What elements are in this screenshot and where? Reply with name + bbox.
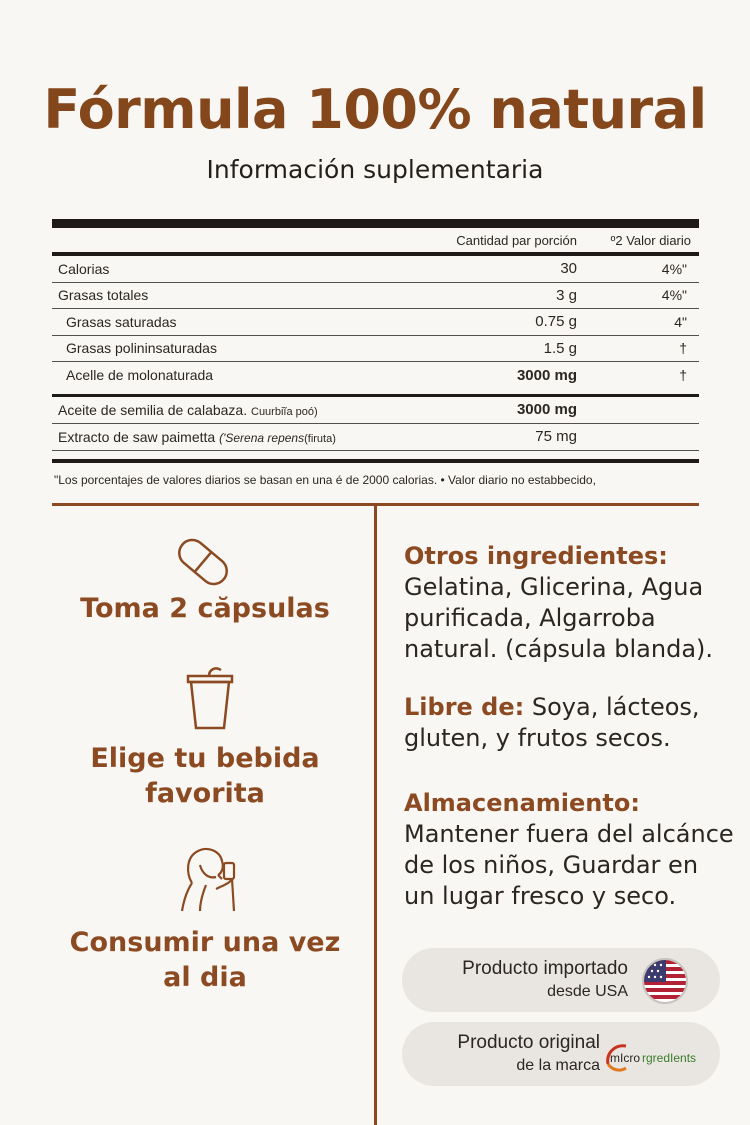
nutrient-name: Calorias xyxy=(58,260,110,277)
storage xyxy=(404,788,734,912)
page-title: Fórmula 100% natural xyxy=(43,78,707,141)
svg-text:mIcro: mIcro xyxy=(610,1051,640,1065)
step-label: Toma 2 căpsulas xyxy=(80,593,330,624)
nutrient-daily-value: 4" xyxy=(674,313,687,330)
daily-value-column-header: º2 Valor diario xyxy=(610,232,691,248)
free-of-heading: Libre de: xyxy=(404,693,525,721)
nutrient-daily-value: † xyxy=(679,340,687,357)
usa-flag-icon xyxy=(642,958,688,1004)
column-divider xyxy=(374,504,377,1125)
ingredient-common-name: Aceite de semilia de calabaza. xyxy=(58,401,248,418)
table-row xyxy=(52,424,699,451)
table-row xyxy=(52,362,699,389)
nutrient-amount: 3 g xyxy=(556,286,577,304)
imported-line1: Producto importado xyxy=(462,958,628,979)
ingredient-latin-name: ('Serena repens xyxy=(219,430,305,445)
other-ingredients xyxy=(404,541,734,665)
cup-icon xyxy=(185,664,235,737)
table-row xyxy=(52,309,699,336)
step-label: Consumir una vez al dia xyxy=(69,927,341,993)
table-row xyxy=(52,256,699,283)
capsule-icon xyxy=(168,532,238,597)
page-subtitle: Información suplementaria xyxy=(206,155,544,184)
step-label: Elige tu bebida favorita xyxy=(90,743,320,809)
table-top-rule xyxy=(52,219,699,228)
table-row xyxy=(52,336,699,363)
ingredient-amount: 3000 mg xyxy=(516,401,577,418)
free-of xyxy=(404,692,734,754)
nutrient-daily-value: 4%" xyxy=(661,287,687,304)
nutrient-daily-value: 4%" xyxy=(661,260,687,277)
ingredient-common-name: Extracto de saw paimetta xyxy=(58,428,216,445)
storage-text: Mantener fuera del alcánce de los niños, Guardar en un lugar fresco y seco. xyxy=(404,820,734,910)
nutrient-name: Grasas saturadas xyxy=(66,313,177,330)
ingredient-amount: 75 mg xyxy=(535,428,577,445)
original-line1: Producto original xyxy=(457,1032,600,1053)
nutrient-amount: 1.5 g xyxy=(543,339,577,357)
nutrient-name: Grasas polininsaturadas xyxy=(66,340,217,357)
nutrient-amount: 0.75 g xyxy=(535,313,577,331)
table-bottom-rule xyxy=(52,459,699,463)
serving-column-header: Cantidad par porción xyxy=(456,232,577,248)
ingredient-latin-name: Cuurbiĩa poó) xyxy=(251,405,318,418)
other-ingredients-heading: Otros ingredientes: xyxy=(404,542,668,570)
imported-badge xyxy=(402,948,720,1012)
nutrient-name: Grasas totales xyxy=(58,287,149,304)
woman-drinking-icon xyxy=(172,845,244,920)
table-header xyxy=(52,228,699,252)
free-of-text: Soya, lácteos, gluten, y frutos secos. xyxy=(404,693,700,752)
nutrient-daily-value: † xyxy=(679,367,687,384)
ingredient-part: (firuta) xyxy=(304,432,336,445)
nutrient-name: Acelle de molonaturada xyxy=(66,367,214,384)
nutrient-amount: 30 xyxy=(560,260,577,278)
nutrient-amount: 3000 mg xyxy=(516,366,577,384)
svg-text:rgredIents: rgredIents xyxy=(642,1051,697,1065)
other-ingredients-text: Gelatina, Glicerina, Agua purificada, Algarroba natural. (cápsula blanda). xyxy=(404,573,714,663)
brand-logo xyxy=(604,1042,712,1072)
original-line2: de la marca xyxy=(516,1057,600,1074)
imported-line2: desde USA xyxy=(547,983,628,1000)
ingredient-name xyxy=(52,429,429,445)
ingredient-name xyxy=(52,402,429,418)
supplement-facts-table xyxy=(52,219,699,487)
table-row xyxy=(52,283,699,310)
storage-heading: Almacenamiento: xyxy=(404,789,640,817)
table-footnote: "Los porcentajes de valores diarios se basan en una é de 2000 calorias. • Valor diario no estabbecido, xyxy=(54,472,596,487)
original-badge xyxy=(402,1022,720,1086)
table-row xyxy=(52,397,699,424)
